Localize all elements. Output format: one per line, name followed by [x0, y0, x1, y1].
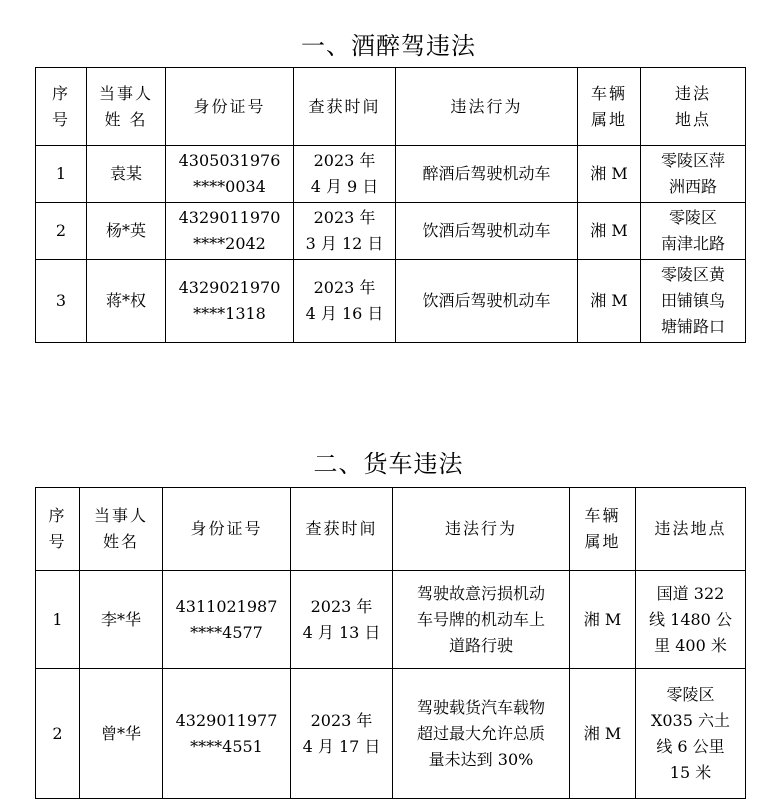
row-plate: 湘 M [578, 146, 641, 203]
row-time: 2023 年 4 月 17 日 [291, 669, 393, 799]
header-id: 身份证号 [163, 488, 291, 571]
header-place: 违法地点 [636, 488, 746, 571]
row-act: 驾驶载货汽车载物 超过最大允许总质 量未达到 30% [393, 669, 570, 799]
row-id: 4329021970 ****1318 [166, 260, 294, 343]
row-no: 3 [36, 260, 87, 343]
drunk-driving-table [35, 67, 746, 343]
row-place: 零陵区 南津北路 [641, 203, 746, 260]
row-name: 李*华 [80, 571, 163, 669]
row-act: 饮酒后驾驶机动车 [396, 260, 578, 343]
header-name: 当事人 姓 名 [87, 68, 166, 146]
row-id: 4329011977 ****4551 [163, 669, 291, 799]
header-time: 查获时间 [291, 488, 393, 571]
row-plate: 湘 M [570, 571, 636, 669]
table-row [36, 146, 746, 203]
header-id: 身份证号 [166, 68, 294, 146]
header-plate: 车辆 属地 [570, 488, 636, 571]
header-act: 违法行为 [396, 68, 578, 146]
row-plate: 湘 M [570, 669, 636, 799]
row-id: 4329011970 ****2042 [166, 203, 294, 260]
header-place: 违法 地点 [641, 68, 746, 146]
row-no: 1 [36, 146, 87, 203]
row-name: 杨*英 [87, 203, 166, 260]
row-act: 驾驶故意污损机动 车号牌的机动车上 道路行驶 [393, 571, 570, 669]
section-title-truck-violations: 二、货车违法 [313, 450, 464, 478]
header-no: 序 号 [36, 68, 87, 146]
header-name: 当事人 姓名 [80, 488, 163, 571]
row-no: 1 [36, 571, 80, 669]
table-row [36, 669, 746, 799]
row-no: 2 [36, 203, 87, 260]
header-plate: 车辆 属地 [578, 68, 641, 146]
header-time: 查获时间 [294, 68, 396, 146]
table-header-row [36, 488, 746, 571]
row-name: 袁某 [87, 146, 166, 203]
row-no: 2 [36, 669, 80, 799]
row-plate: 湘 M [578, 203, 641, 260]
header-act: 违法行为 [393, 488, 570, 571]
truck-violations-table [35, 487, 746, 799]
row-place: 国道 322 线 1480 公 里 400 米 [636, 571, 746, 669]
row-place: 零陵区黄 田铺镇鸟 塘铺路口 [641, 260, 746, 343]
row-time: 2023 年 4 月 13 日 [291, 571, 393, 669]
row-place: 零陵区 X035 六土 线 6 公里 15 米 [636, 669, 746, 799]
row-name: 蒋*权 [87, 260, 166, 343]
section-title-drunk-driving: 一、酒醉驾违法 [301, 32, 476, 60]
row-time: 2023 年 4 月 9 日 [294, 146, 396, 203]
row-act: 饮酒后驾驶机动车 [396, 203, 578, 260]
row-name: 曾*华 [80, 669, 163, 799]
row-time: 2023 年 3 月 12 日 [294, 203, 396, 260]
table-header-row [36, 68, 746, 146]
row-plate: 湘 M [578, 260, 641, 343]
table-row [36, 260, 746, 343]
table-row [36, 571, 746, 669]
header-no: 序 号 [36, 488, 80, 571]
row-id: 4311021987 ****4577 [163, 571, 291, 669]
row-time: 2023 年 4 月 16 日 [294, 260, 396, 343]
table-row [36, 203, 746, 260]
row-place: 零陵区萍 洲西路 [641, 146, 746, 203]
row-id: 4305031976 ****0034 [166, 146, 294, 203]
row-act: 醉酒后驾驶机动车 [396, 146, 578, 203]
